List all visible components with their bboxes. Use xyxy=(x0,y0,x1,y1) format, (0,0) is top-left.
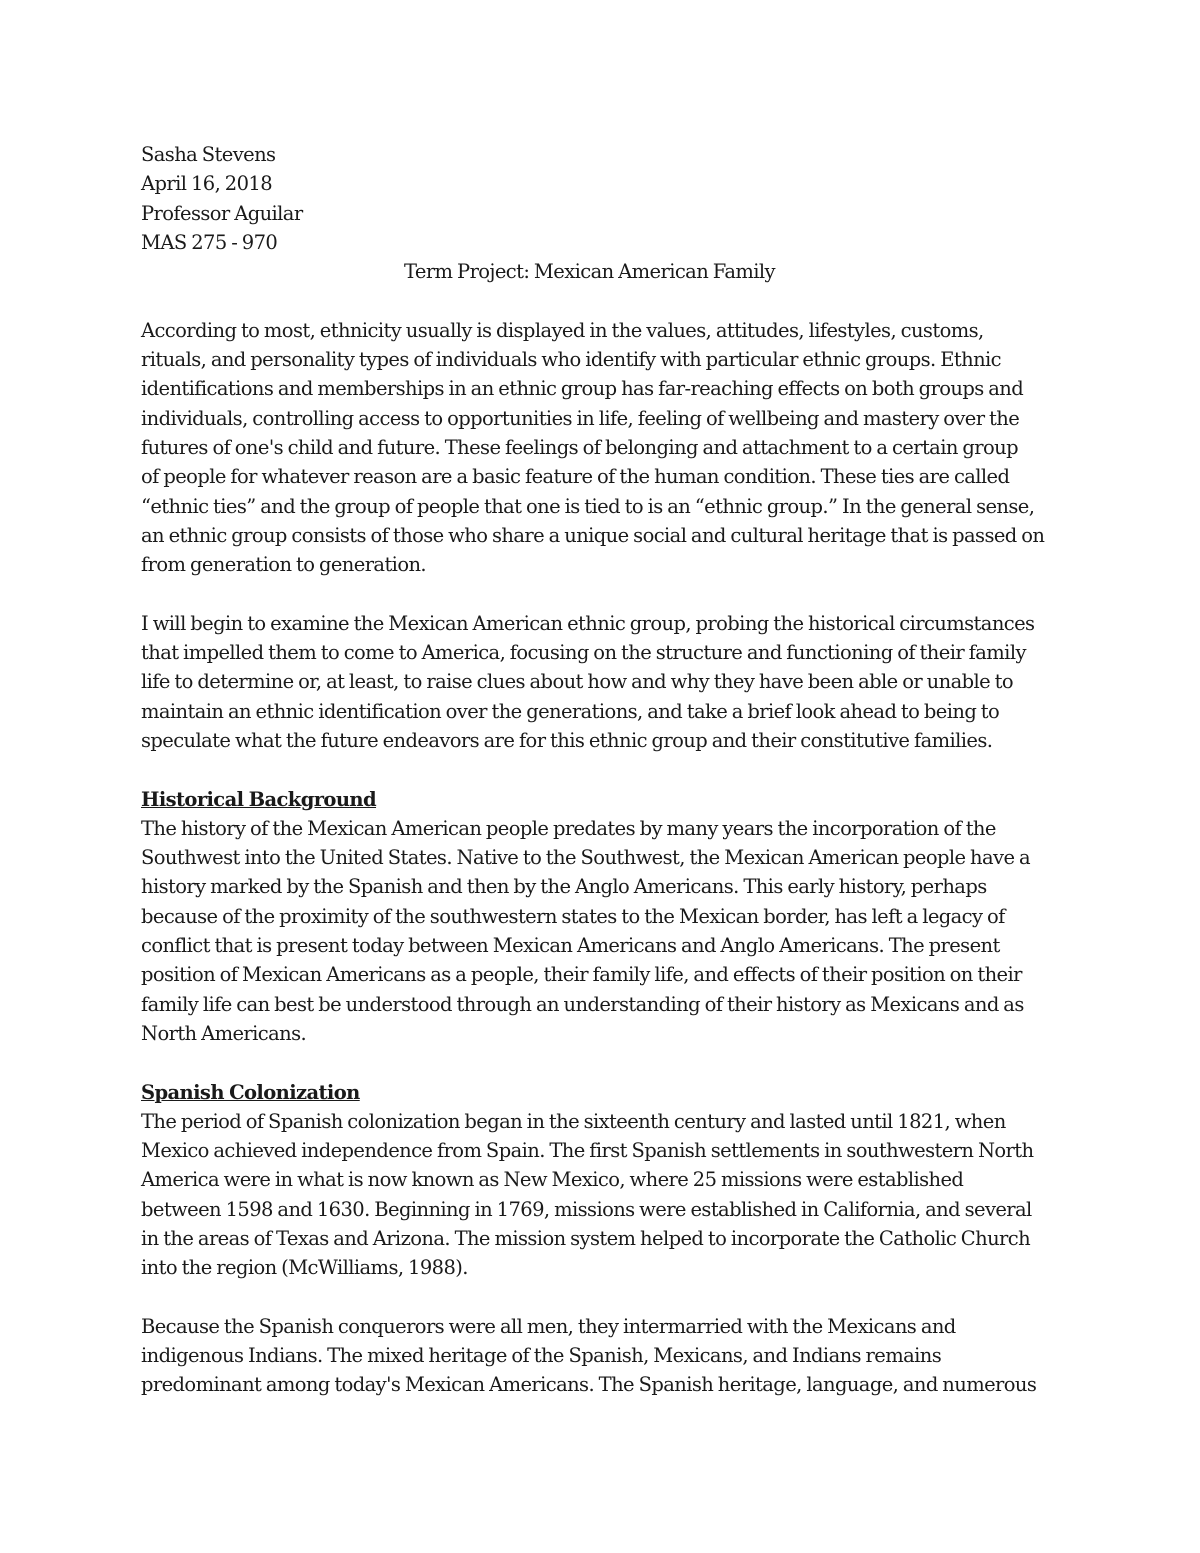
text-line: life to determine or, at least, to raise clues about how and why they have been able or unable to xyxy=(141,670,1014,694)
section-heading: Historical Background xyxy=(141,787,377,811)
blank-line xyxy=(141,1283,1066,1312)
text-line: individuals, controlling access to opportunities in life, feeling of wellbeing and mastery over the xyxy=(141,406,1020,430)
blank-line xyxy=(141,579,1066,608)
text-line: in the areas of Texas and Arizona. The mission system helped to incorporate the Catholic Church xyxy=(141,1226,1031,1250)
text-line: an ethnic group consists of those who share a unique social and cultural heritage that is passed on xyxy=(141,523,1045,547)
text-line: history marked by the Spanish and then by the Anglo Americans. This early history, perhaps xyxy=(141,875,987,899)
text-line: that impelled them to come to America, focusing on the structure and functioning of their family xyxy=(141,641,1026,665)
document-page xyxy=(141,140,1066,1400)
text-line: family life can best be understood through an understanding of their history as Mexicans and as xyxy=(141,992,1024,1016)
author-name: Sasha Stevens xyxy=(141,143,276,166)
paragraph-ethnicity xyxy=(141,316,1066,580)
text-line: Southwest into the United States. Native to the Southwest, the Mexican American people have a xyxy=(141,846,1031,870)
text-line: indigenous Indians. The mixed heritage of the Spanish, Mexicans, and Indians remains xyxy=(141,1344,942,1368)
text-line: into the region (McWilliams, 1988). xyxy=(141,1256,468,1280)
text-line: The period of Spanish colonization began in the sixteenth century and lasted until 1821, when xyxy=(141,1109,1006,1133)
text-line: futures of one's child and future. These feelings of belonging and attachment to a certain group xyxy=(141,435,1018,459)
text-line: I will begin to examine the Mexican American ethnic group, probing the historical circumstances xyxy=(141,611,1035,635)
text-line: America were in what is now known as New Mexico, where 25 missions were established xyxy=(141,1168,964,1192)
section-historical-background xyxy=(141,785,1066,1049)
text-line: from generation to generation. xyxy=(141,553,427,577)
text-line: maintain an ethnic identification over the generations, and take a brief look ahead to being to xyxy=(141,699,1000,723)
text-line: predominant among today's Mexican Americans. The Spanish heritage, language, and numerous xyxy=(141,1373,1037,1397)
document-title: Term Project: Mexican American Family xyxy=(404,260,775,284)
text-line: of people for whatever reason are a basic feature of the human condition. These ties are called xyxy=(141,465,1010,489)
professor-name: Professor Aguilar xyxy=(141,201,303,225)
blank-line xyxy=(141,755,1066,784)
section-heading: Spanish Colonization xyxy=(141,1080,360,1104)
paragraph-intermarriage xyxy=(141,1312,1066,1400)
text-line: North Americans. xyxy=(141,1021,307,1045)
text-line: rituals, and personality types of individuals who identify with particular ethnic groups. Ethnic xyxy=(141,348,1001,372)
text-line: because of the proximity of the southwestern states to the Mexican border, has left a legacy of xyxy=(141,904,1005,928)
document-date: April 16, 2018 xyxy=(141,172,272,196)
section-spanish-colonization xyxy=(141,1078,1066,1283)
course-number: MAS 275 - 970 xyxy=(141,230,278,254)
text-line: “ethnic ties” and the group of people that one is tied to is an “ethnic group.” In the general sense, xyxy=(141,494,1035,518)
blank-line xyxy=(141,286,1066,315)
text-line: Because the Spanish conquerors were all men, they intermarried with the Mexicans and xyxy=(141,1314,956,1338)
text-line: According to most, ethnicity usually is displayed in the values, attitudes, lifestyles, customs, xyxy=(141,318,984,342)
text-line: between 1598 and 1630. Beginning in 1769, missions were established in California, and several xyxy=(141,1197,1032,1221)
text-line: Mexico achieved independence from Spain. The first Spanish settlements in southwestern North xyxy=(141,1139,1034,1163)
text-line: conflict that is present today between Mexican Americans and Anglo Americans. The present xyxy=(141,934,1000,958)
paragraph-introduction xyxy=(141,609,1066,755)
text-line: speculate what the future endeavors are for this ethnic group and their constitutive families. xyxy=(141,728,993,752)
text-line: position of Mexican Americans as a people, their family life, and effects of their position on their xyxy=(141,963,1022,987)
text-line: identifications and memberships in an ethnic group has far-reaching effects on both groups and xyxy=(141,377,1024,401)
blank-line xyxy=(141,1048,1066,1077)
text-line: The history of the Mexican American people predates by many years the incorporation of the xyxy=(141,816,996,840)
